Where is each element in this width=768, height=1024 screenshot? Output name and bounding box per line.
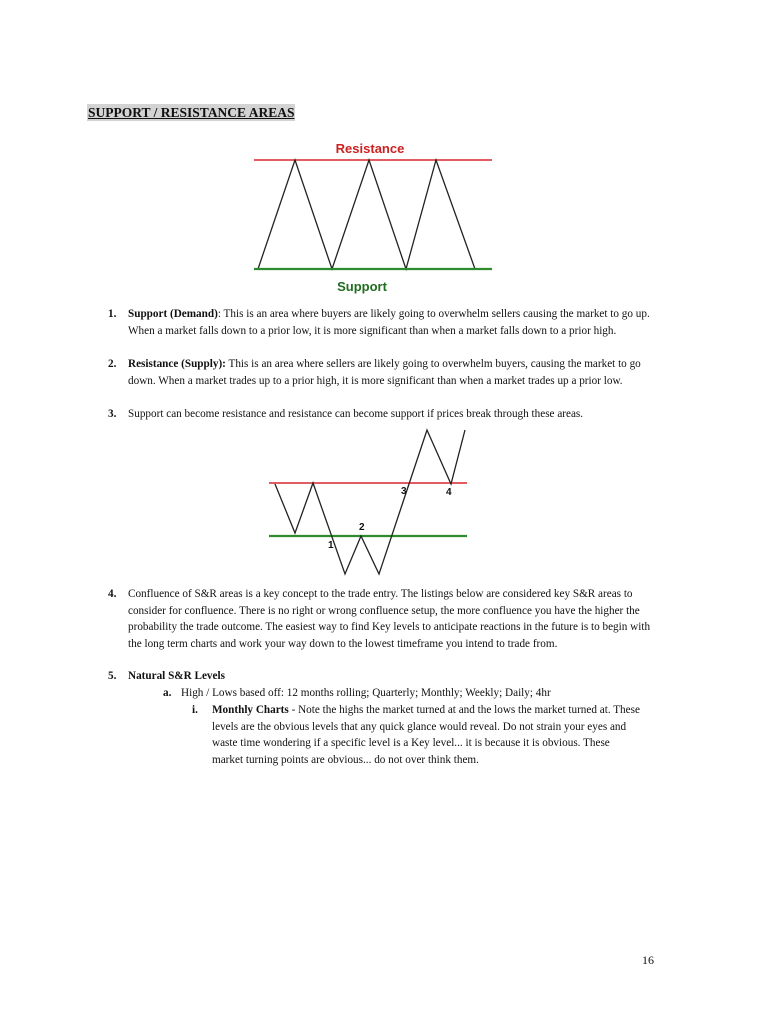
item-bold-term: Resistance (Supply): bbox=[128, 358, 226, 370]
sub-item-text bbox=[212, 702, 640, 768]
page-heading: SUPPORT / RESISTANCE AREAS bbox=[88, 105, 295, 120]
list-number: 4. bbox=[108, 588, 117, 600]
marker-1: 1 bbox=[328, 540, 334, 551]
marker-2: 2 bbox=[359, 522, 365, 533]
list-item-text: Support can become resistance and resistance can become support if prices break through these areas. bbox=[128, 408, 584, 420]
list-item-text bbox=[128, 306, 658, 339]
item-bold-term: Natural S&R Levels bbox=[128, 670, 225, 682]
item-description: : This is an area where buyers are likely going to overwhelm sellers causing the market to go up. When a market falls down to a prior low, it is more significant than when a market falls down to a prior high. bbox=[128, 308, 650, 337]
list-number: 2. bbox=[108, 358, 117, 370]
resistance-label: Resistance bbox=[335, 141, 405, 156]
marker-4: 4 bbox=[446, 487, 452, 498]
list-number: 1. bbox=[108, 308, 117, 320]
item-bold-term: Support (Demand) bbox=[128, 308, 218, 320]
page-number: 16 bbox=[642, 953, 654, 967]
price-zigzag-line bbox=[258, 160, 475, 269]
marker-3: 3 bbox=[401, 486, 407, 497]
list-item-text bbox=[128, 356, 658, 389]
list-number: 5. bbox=[108, 670, 117, 682]
sub-item-text: High / Lows based off: 12 months rolling; Quarterly; Monthly; Weekly; Daily; 4hr bbox=[181, 687, 551, 699]
list-item-text: Confluence of S&R areas is a key concept to the trade entry. The listings below are considered key S&R areas to consider for confluence. There is no right or wrong confluence setup, the more confluence you have the higher the probability the trade outcome. The easiest way to find Key levels to anticipate reactions in the future is to begin with the long term charts and work your way down to the lowest timeframe you intend to trade from. bbox=[128, 588, 651, 650]
item-description: This is an area where sellers are likely going to overwhelm buyers, causing the market to go down. When a market trades up to a prior high, it is more significant than when a market trades up a prior low. bbox=[128, 358, 641, 387]
item-description: - Note the highs the market turned at and the lows the market turned at. These levels are the obvious levels that any quick glance would reveal. Do not strain your eyes and waste time wondering if a specific level is a Key level... it is because it is obvious. These market turning points are obvious... do not over think them. bbox=[212, 704, 640, 766]
support-resistance-figure bbox=[248, 136, 496, 298]
role-reversal-figure bbox=[255, 422, 483, 580]
sub-marker: a. bbox=[163, 687, 172, 699]
support-label: Support bbox=[337, 279, 387, 294]
list-number: 3. bbox=[108, 408, 117, 420]
item-bold-term: Monthly Charts bbox=[212, 704, 289, 716]
price-path-line bbox=[275, 430, 465, 574]
sub-marker: i. bbox=[192, 704, 198, 716]
